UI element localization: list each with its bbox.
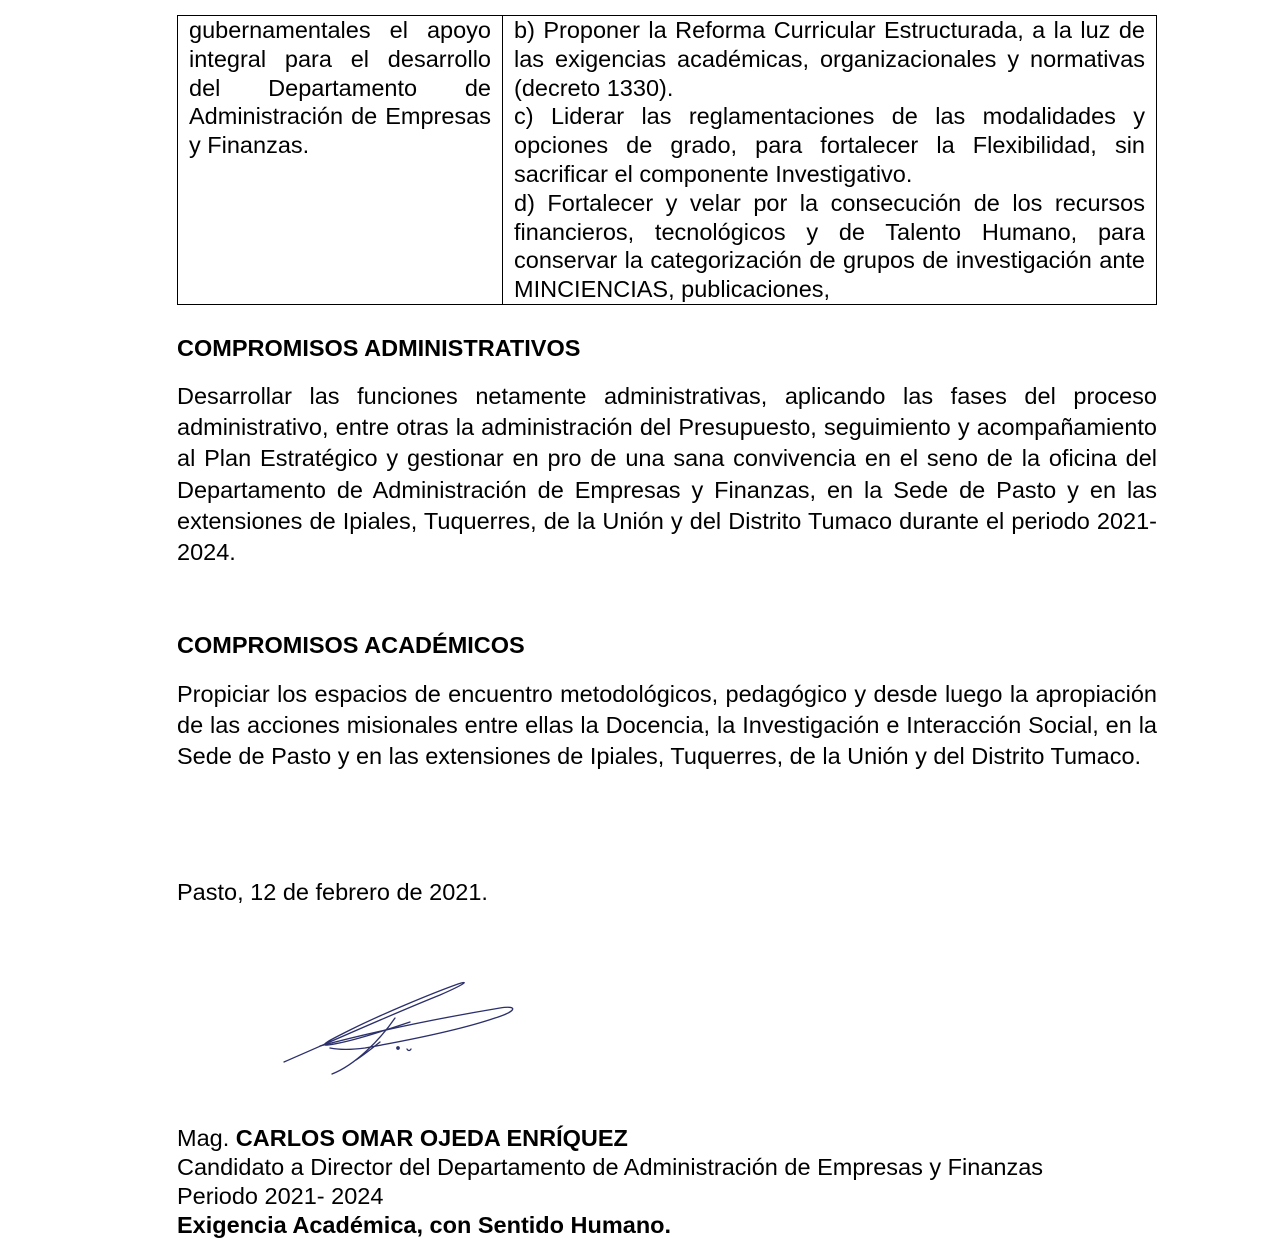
- left-cell: [178, 16, 503, 305]
- left-cell-text: gubernamentales el apoyo integral para el desarrollo del Departamento de Administración de Empresas y Finanzas.: [189, 17, 491, 159]
- continuation-table: [177, 15, 1157, 305]
- table-row: [178, 16, 1157, 305]
- list-item: c) Liderar las reglamentaciones de las modalidades y opciones de grado, para fortalecer la Flexibilidad, sin sacrificar el componente Investigativo.: [514, 103, 1145, 187]
- signature-image: [270, 970, 550, 1090]
- signer-motto: Exigencia Académica, con Sentido Humano.: [177, 1212, 672, 1238]
- date-line: Pasto, 12 de febrero de 2021.: [177, 879, 488, 905]
- signer-period: Periodo 2021- 2024: [177, 1183, 384, 1209]
- list-item: d) Fortalecer y velar por la consecución de los recursos financieros, tecnológicos y de Talento Humano, para conservar la categorización de grupos de investigación ante MINCIENCIAS, publicaciones,: [514, 189, 1145, 303]
- admin-paragraph: Desarrollar las funciones netamente administrativas, aplicando las fases del proceso administrativo, entre otras la administración del Presupuesto, seguimiento y acompañamiento al Plan Estratégico y gestionar en pro de una sana convivencia en el seno de la oficina del Departamento de Administración de Empresas y Finanzas, en la Sede de Pasto y en las extensiones de Ipiales, Tuquerres, de la Unión y del Distrito Tumaco durante el periodo 2021-2024.: [177, 383, 1157, 566]
- signer-title: Mag.: [177, 1125, 230, 1151]
- signature-block: [177, 1124, 1043, 1240]
- academic-heading: COMPROMISOS ACADÉMICOS: [177, 632, 525, 658]
- admin-heading: COMPROMISOS ADMINISTRATIVOS: [177, 335, 581, 361]
- signer-name: CARLOS OMAR OJEDA ENRÍQUEZ: [235, 1125, 628, 1151]
- academic-paragraph: Propiciar los espacios de encuentro metodológicos, pedagógico y desde luego la apropiación de las acciones misionales entre ellas la Docencia, la Investigación e Interacción Social, en la Sede de Pasto y en las extensiones de Ipiales, Tuquerres, de la Unión y del Distrito Tumaco.: [177, 681, 1157, 770]
- right-cell: [503, 16, 1157, 305]
- signer-role: Candidato a Director del Departamento de Administración de Empresas y Finanzas: [177, 1154, 1044, 1180]
- signer-line: [177, 1124, 1043, 1153]
- list-item: b) Proponer la Reforma Curricular Estructurada, a la luz de las exigencias académicas, organizacionales y normativas (decreto 1330).: [514, 17, 1145, 101]
